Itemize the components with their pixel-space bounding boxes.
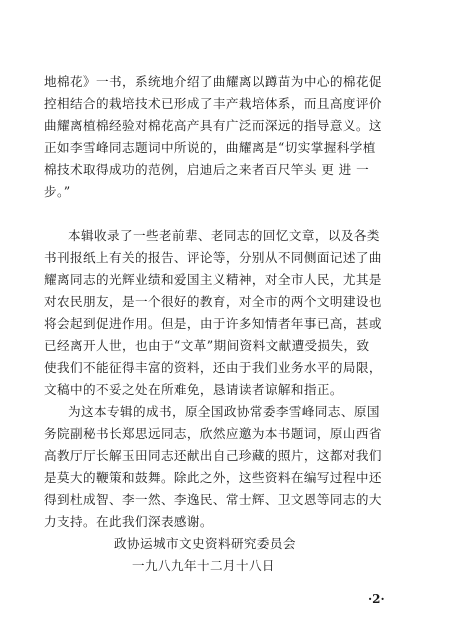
body-line: 棉技术取得成功的范例，启迪后之来者百尺竿头 更 进 一	[44, 162, 370, 177]
body-line: 务院副秘书长郑思远同志，欣然应邀为本书题词，原山西省	[44, 426, 382, 441]
body-line: 得到杜成智、李一然、李逸民、常士辉、卫文恩等同志的大	[44, 492, 382, 507]
body-line: 使我们不能征得丰富的资料，还由于我们业务水平的局限，	[44, 360, 382, 375]
body-line: 是莫大的鞭策和鼓舞。除此之外，这些资料在编写过程中还	[44, 470, 382, 485]
body-line: 高教厅厅长解玉田同志还献出自己珍藏的照片，这都对我们	[44, 448, 382, 463]
body-line: 已经离开人世，也由于“文革”期间资料文献遭受损失，致	[44, 338, 370, 353]
signature-org: 政协运城市文史资料研究委员会	[114, 536, 296, 551]
body-line: 对农民朋友，是一个很好的教育，对全市的两个文明建设也	[44, 294, 382, 309]
body-line: 步。”	[44, 184, 71, 199]
body-line: 耀离同志的光辉业绩和爱国主义精神，对全市人民，尤其是	[44, 272, 382, 287]
paragraph-first-line: 为这本专辑的成书，原全国政协常委李雪峰同志、原国	[68, 404, 380, 419]
body-line: 曲耀离植棉经验对棉花高产具有广泛而深远的指导意义。这	[44, 118, 382, 133]
body-line: 力支持。在此我们深表感谢。	[44, 514, 213, 529]
body-line: 控相结合的栽培技术已形成了丰产栽培体系，而且高度评价	[44, 96, 382, 111]
body-line: 地棉花》一书，系统地介绍了曲耀离以蹲苗为中心的棉花促	[44, 74, 382, 89]
body-line: 书刊报纸上有关的报告、评论等，分别从不同侧面记述了曲	[44, 250, 382, 265]
body-line: 正如李雪峰同志题词中所说的，曲耀离是“切实掌握科学植	[44, 140, 376, 155]
body-line: 文稿中的不妥之处在所难免，恳请读者谅解和指正。	[44, 382, 343, 397]
body-line: 将会起到促进作用。但是，由于许多知情者年事已高，甚或	[44, 316, 382, 331]
signature-date: 一九八九年十二月十八日	[132, 558, 275, 573]
page-number: ·2·	[368, 592, 385, 606]
paragraph-first-line: 本辑收录了一些老前辈、老同志的回忆文章，以及各类	[68, 228, 380, 243]
